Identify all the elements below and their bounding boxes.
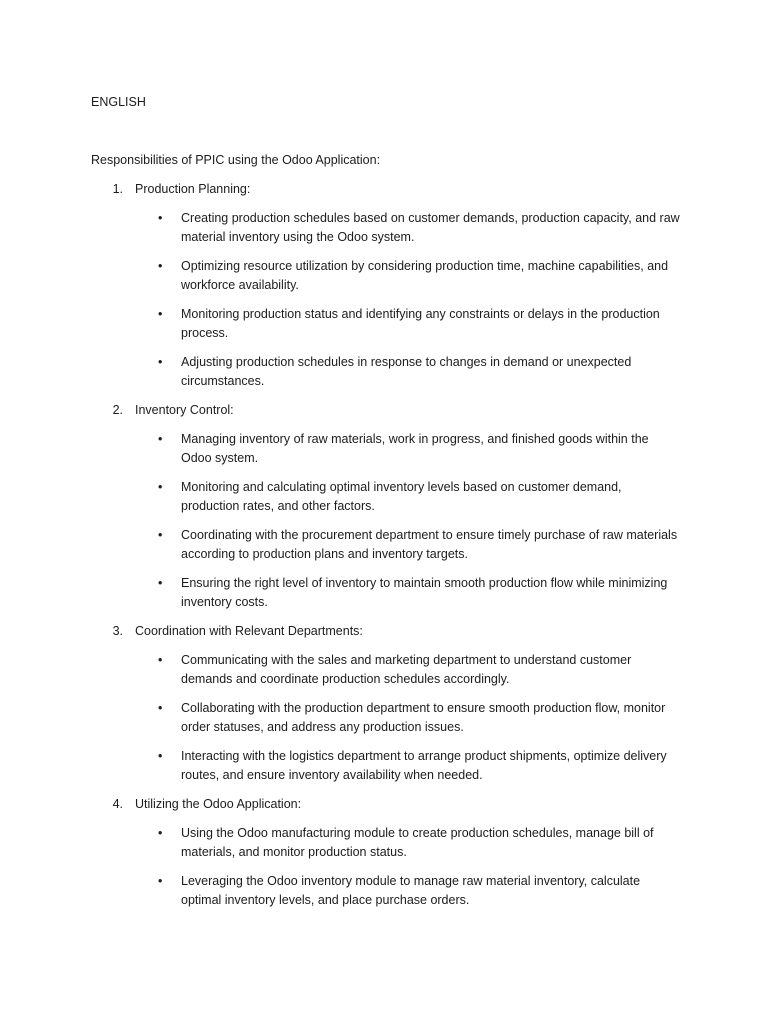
bullet-text: Ensuring the right level of inventory to maintain smooth production flow while minimizing inventory costs. bbox=[181, 576, 668, 609]
section-heading bbox=[0, 401, 768, 420]
bullet-text: Communicating with the sales and marketing department to understand customer demands and coordinate production schedules accordingly. bbox=[181, 653, 632, 686]
bullet-text: Leveraging the Odoo inventory module to manage raw material inventory, calculate optimal inventory levels, and place purchase orders. bbox=[181, 874, 641, 907]
section-item bbox=[0, 180, 768, 391]
bullet-text: Creating production schedules based on customer demands, production capacity, and raw material inventory using the Odoo system. bbox=[181, 211, 680, 244]
bullet-text: Managing inventory of raw materials, work in progress, and finished goods within the Odoo system. bbox=[181, 432, 649, 465]
bullet-text: Optimizing resource utilization by considering production time, machine capabilities, and workforce availability. bbox=[181, 259, 669, 292]
section-title: Utilizing the Odoo Application: bbox=[135, 797, 302, 811]
bullet-text: Using the Odoo manufacturing module to create production schedules, manage bill of materials, and monitor production status. bbox=[181, 826, 654, 859]
bullet-item bbox=[0, 257, 681, 295]
bullet-item bbox=[0, 430, 681, 468]
section-item bbox=[0, 795, 768, 910]
bullet-item bbox=[0, 699, 681, 737]
section-number: 2. bbox=[112, 403, 123, 417]
bullet-text: Adjusting production schedules in response to changes in demand or unexpected circumstances. bbox=[181, 355, 632, 388]
bullet-item bbox=[0, 651, 681, 689]
bullet-list bbox=[0, 651, 768, 785]
intro-paragraph: Responsibilities of PPIC using the Odoo Application: bbox=[91, 153, 381, 167]
section-number: 3. bbox=[112, 624, 123, 638]
bullet-text: Collaborating with the production department to ensure smooth production flow, monitor order statuses, and address any production issues. bbox=[181, 701, 666, 734]
bullet-dot-icon: • bbox=[158, 480, 163, 494]
bullet-list bbox=[0, 209, 768, 391]
responsibility-sections bbox=[0, 180, 768, 920]
section-title: Production Planning: bbox=[135, 182, 251, 196]
bullet-dot-icon: • bbox=[158, 211, 163, 225]
bullet-dot-icon: • bbox=[158, 528, 163, 542]
bullet-item bbox=[0, 478, 681, 516]
bullet-dot-icon: • bbox=[158, 874, 163, 888]
bullet-dot-icon: • bbox=[158, 826, 163, 840]
bullet-text: Interacting with the logistics department to arrange product shipments, optimize delivery routes, and ensure inventory availability when needed. bbox=[181, 749, 667, 782]
bullet-text: Coordinating with the procurement department to ensure timely purchase of raw materials according to production plans and inventory targets. bbox=[181, 528, 678, 561]
bullet-text: Monitoring production status and identifying any constraints or delays in the production process. bbox=[181, 307, 660, 340]
bullet-item bbox=[0, 526, 681, 564]
bullet-item bbox=[0, 209, 681, 247]
bullet-item bbox=[0, 747, 681, 785]
section-heading bbox=[0, 795, 768, 814]
bullet-list bbox=[0, 430, 768, 612]
section-heading bbox=[0, 622, 768, 641]
bullet-dot-icon: • bbox=[158, 259, 163, 273]
bullet-list bbox=[0, 824, 768, 910]
section-title: Coordination with Relevant Departments: bbox=[135, 624, 363, 638]
bullet-item bbox=[0, 574, 681, 612]
bullet-item bbox=[0, 824, 681, 862]
bullet-dot-icon: • bbox=[158, 653, 163, 667]
bullet-dot-icon: • bbox=[158, 701, 163, 715]
bullet-dot-icon: • bbox=[158, 432, 163, 446]
section-title: Inventory Control: bbox=[135, 403, 234, 417]
bullet-item bbox=[0, 353, 681, 391]
bullet-text: Monitoring and calculating optimal inventory levels based on customer demand, production rates, and other factors. bbox=[181, 480, 622, 513]
bullet-item bbox=[0, 305, 681, 343]
bullet-dot-icon: • bbox=[158, 307, 163, 321]
bullet-dot-icon: • bbox=[158, 749, 163, 763]
section-number: 4. bbox=[112, 797, 123, 811]
section-heading bbox=[0, 180, 768, 199]
bullet-dot-icon: • bbox=[158, 355, 163, 369]
section-item bbox=[0, 401, 768, 612]
language-heading: ENGLISH bbox=[91, 95, 146, 109]
section-item bbox=[0, 622, 768, 785]
section-number: 1. bbox=[112, 182, 123, 196]
bullet-dot-icon: • bbox=[158, 576, 163, 590]
bullet-item bbox=[0, 872, 681, 910]
